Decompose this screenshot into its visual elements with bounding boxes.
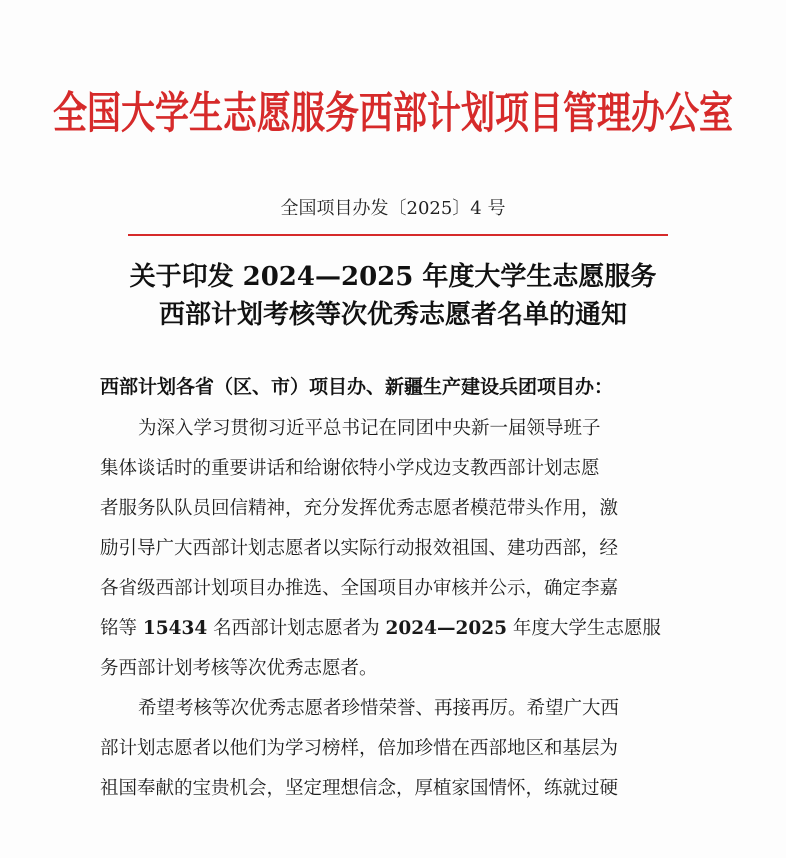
paragraph-2-line-3: 祖国奉献的宝贵机会，坚定理想信念，厚植家国情怀，练就过硬	[100, 778, 619, 799]
volunteer-count: 15434	[142, 618, 208, 639]
line-6-prefix: 铭等	[100, 618, 143, 639]
line-6-suffix: 年度大学生志愿服	[507, 618, 661, 639]
document-title	[0, 258, 786, 334]
line-6-middle: 名西部计划志愿者为	[207, 618, 386, 639]
red-divider-line	[128, 234, 668, 236]
paragraph-1-line-5: 各省级西部计划项目办推选、全国项目办审核并公示，确定李嘉	[100, 578, 619, 599]
document-number: 全国项目办发〔2025〕4 号	[280, 198, 506, 219]
addressee-line: 西部计划各省（区、市）项目办、新疆生产建设兵团项目办：	[100, 376, 614, 398]
paragraph-1-line-4: 励引导广大西部计划志愿者以实际行动报效祖国、建功西部，经	[100, 538, 619, 559]
paragraph-1-line-6	[100, 609, 700, 649]
paragraph-1	[100, 409, 700, 689]
paragraph-2-line-2: 部计划志愿者以他们为学习榜样，倍加珍惜在西部地区和基层为	[100, 738, 619, 759]
title-line-2: 西部计划考核等次优秀志愿者名单的通知	[158, 300, 627, 330]
issuing-organization-header: 全国大学生志愿服务西部计划项目管理办公室	[53, 88, 733, 140]
paragraph-1-line-7: 务西部计划考核等次优秀志愿者。	[100, 658, 378, 679]
paragraph-1-line-1: 为深入学习贯彻习近平总书记在同团中央新一届领导班子	[138, 418, 601, 439]
paragraph-2	[100, 689, 700, 809]
paragraph-1-line-2: 集体谈话时的重要讲话和给谢依特小学戍边支教西部计划志愿	[100, 458, 600, 479]
paragraph-2-line-1: 希望考核等次优秀志愿者珍惜荣誉、再接再厉。希望广大西	[138, 698, 620, 719]
paragraph-1-line-3: 者服务队队员回信精神，充分发挥优秀志愿者模范带头作用，激	[100, 498, 619, 519]
title-line-1: 关于印发 2024—2025 年度大学生志愿服务	[129, 262, 657, 292]
year-range: 2024—2025	[385, 618, 508, 639]
document-body	[100, 409, 700, 809]
